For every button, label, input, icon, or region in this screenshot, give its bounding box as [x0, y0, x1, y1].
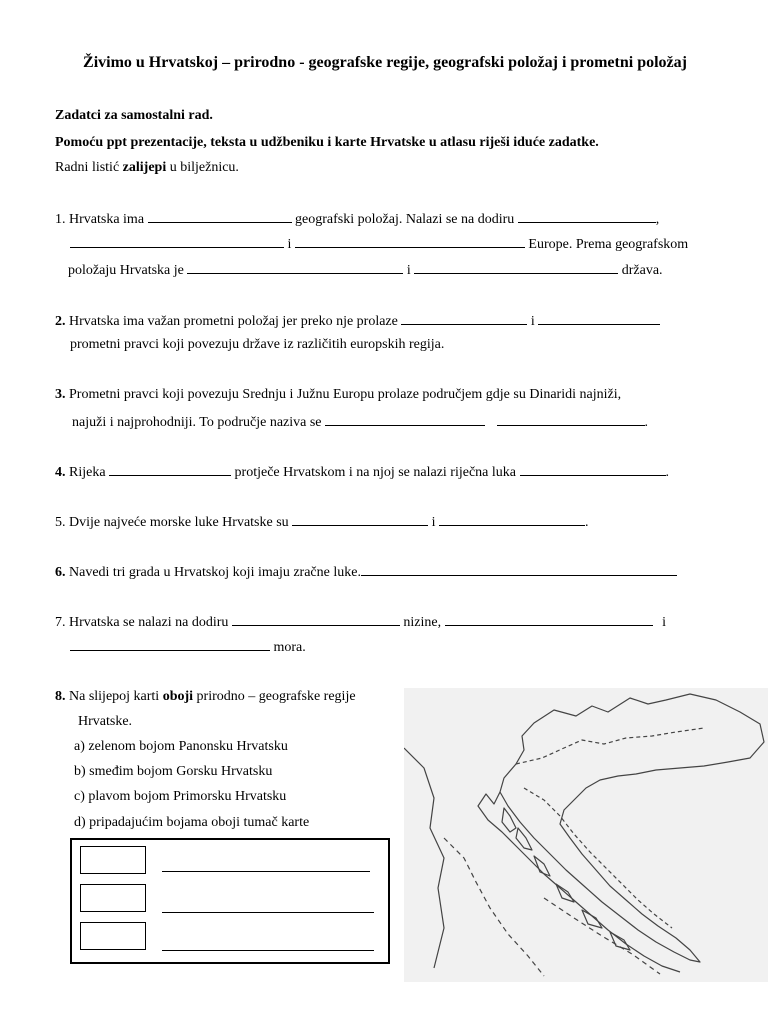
intro-note-bold: zalijepi — [122, 160, 167, 175]
task-7-text-c: i — [662, 615, 666, 630]
task-6-blank-1[interactable] — [361, 563, 677, 576]
task-4-text-b: protječe Hrvatskom i na njoj se nalazi riječna luka — [234, 465, 516, 480]
task-7-text-b: nizine, — [403, 615, 442, 630]
task-6-text-a: Navedi tri grada u Hrvatskoj koji imaju zračne luke. — [65, 565, 361, 580]
task-1-text-d: i — [287, 237, 292, 252]
task-1-text-e: Europe. Prema geografskom — [528, 237, 689, 252]
intro-note — [55, 160, 239, 176]
task-1-blank-1[interactable] — [148, 210, 292, 223]
legend-line-2[interactable] — [162, 912, 374, 913]
island-1 — [502, 808, 516, 832]
task-2-blank-2[interactable] — [538, 312, 660, 325]
task-1-line-2 — [70, 235, 688, 253]
task-3-blank-2[interactable] — [497, 413, 645, 426]
task-5-text-c: . — [585, 515, 589, 530]
task-4-text-a: Rijeka — [65, 465, 106, 480]
task-1-text-b: geografski položaj. Nalazi se na dodiru — [295, 212, 515, 227]
task-2-line-2: prometni pravci koji povezuju države iz različitih europskih regija. — [70, 337, 445, 352]
task-8-item-a: a) zelenom bojom Panonsku Hrvatsku — [74, 739, 288, 754]
task-7-line-2 — [70, 638, 306, 656]
task-1-blank-6[interactable] — [414, 261, 618, 274]
neighbor-border-2 — [544, 898, 660, 974]
task-2-number: 2. — [55, 314, 66, 329]
task-7-blank-3[interactable] — [70, 638, 270, 651]
legend-swatch-2[interactable] — [80, 884, 146, 912]
task-8-text-bold: oboji — [162, 689, 194, 704]
legend-swatch-3[interactable] — [80, 922, 146, 950]
task-1-text-a: . Hrvatska ima — [62, 212, 145, 227]
task-3-text-b: najuži i najprohodniji. To područje naziva se — [72, 415, 322, 430]
task-2-text-b: i — [530, 314, 535, 329]
task-5-number: 5 — [55, 515, 62, 530]
task-8-item-b: b) smeđim bojom Gorsku Hrvatsku — [74, 764, 273, 779]
task-4-line — [55, 463, 669, 481]
neighbor-border-3 — [404, 748, 444, 968]
task-1-line-1 — [55, 210, 659, 228]
task-7-line-1 — [55, 613, 666, 631]
task-3-number: 3. — [55, 387, 66, 402]
task-8-item-d: d) pripadajućim bojama oboji tumač karte — [74, 815, 310, 830]
task-4-blank-1[interactable] — [109, 463, 231, 476]
task-1-blank-2[interactable] — [518, 210, 656, 223]
legend-line-3[interactable] — [162, 950, 374, 951]
inner-boundary-1 — [516, 728, 704, 764]
task-1-text-f: položaju Hrvatska je — [68, 263, 184, 278]
intro-note-after: u bilježnicu. — [166, 160, 239, 175]
task-8-text-before: Na slijepoj karti — [65, 689, 163, 704]
intro-heading: Zadatci za samostalni rad. — [55, 108, 213, 123]
task-1-text-c: , — [655, 212, 660, 227]
task-6-number: 6. — [55, 565, 66, 580]
task-1-blank-3[interactable] — [70, 235, 284, 248]
task-7-number: 7 — [55, 615, 62, 630]
legend-swatch-1[interactable] — [80, 846, 146, 874]
task-4-blank-2[interactable] — [520, 463, 666, 476]
task-8-number: 8. — [55, 689, 66, 704]
task-1-text-g: i — [406, 263, 411, 278]
intro-note-before: Radni listić — [55, 160, 123, 175]
croatia-outline-map — [404, 688, 768, 982]
legend-line-1[interactable] — [162, 871, 370, 872]
task-5-blank-1[interactable] — [292, 513, 428, 526]
task-7-blank-2[interactable] — [445, 613, 653, 626]
task-7-blank-1[interactable] — [232, 613, 400, 626]
intro-instructions: Pomoću ppt prezentacije, teksta u udžbeniku i karte Hrvatske u atlasu riješi iduće zadatke. — [55, 135, 599, 150]
task-2-blank-1[interactable] — [401, 312, 527, 325]
task-1-text-h: država. — [621, 263, 663, 278]
task-8-text-after: prirodno – geografske regije — [193, 689, 356, 704]
task-4-number: 4. — [55, 465, 66, 480]
task-5-line — [55, 513, 589, 531]
task-6-line — [55, 563, 677, 581]
task-1-blank-5[interactable] — [187, 261, 403, 274]
task-5-text-a: . Dvije najveće morske luke Hrvatske su — [62, 515, 289, 530]
task-2-line-1 — [55, 312, 660, 330]
task-1-blank-4[interactable] — [295, 235, 525, 248]
task-5-blank-2[interactable] — [439, 513, 585, 526]
task-3-blank-1[interactable] — [325, 413, 485, 426]
croatia-border — [500, 694, 764, 962]
task-3-text-c: . — [644, 415, 649, 430]
map-legend-box — [70, 838, 390, 964]
task-5-text-b: i — [431, 515, 436, 530]
task-2-text-a: Hrvatska ima važan prometni položaj jer preko nje prolaze — [65, 314, 398, 329]
task-8-line-1 — [55, 689, 356, 705]
task-8-item-c: c) plavom bojom Primorsku Hrvatsku — [74, 789, 287, 804]
task-3-line-2 — [72, 413, 648, 431]
task-7-text-d: mora. — [273, 640, 306, 655]
task-3-text-a: Prometni pravci koji povezuju Srednju i Južnu Europu prolaze područjem gdje su Dinaridi najniži, — [65, 387, 622, 402]
task-3-line-1 — [55, 387, 621, 403]
page-title: Živimo u Hrvatskoj – prirodno - geografske regije, geografski položaj i prometni položaj — [83, 54, 687, 71]
task-1-number: 1 — [55, 212, 62, 227]
task-4-text-c: . — [665, 465, 669, 480]
task-7-text-a: . Hrvatska se nalazi na dodiru — [62, 615, 229, 630]
island-2 — [516, 828, 532, 850]
task-8-line-2: Hrvatske. — [78, 714, 133, 729]
inner-boundary-2 — [524, 788, 672, 928]
blind-map-croatia[interactable] — [404, 688, 768, 982]
task-1-line-3 — [68, 261, 663, 279]
